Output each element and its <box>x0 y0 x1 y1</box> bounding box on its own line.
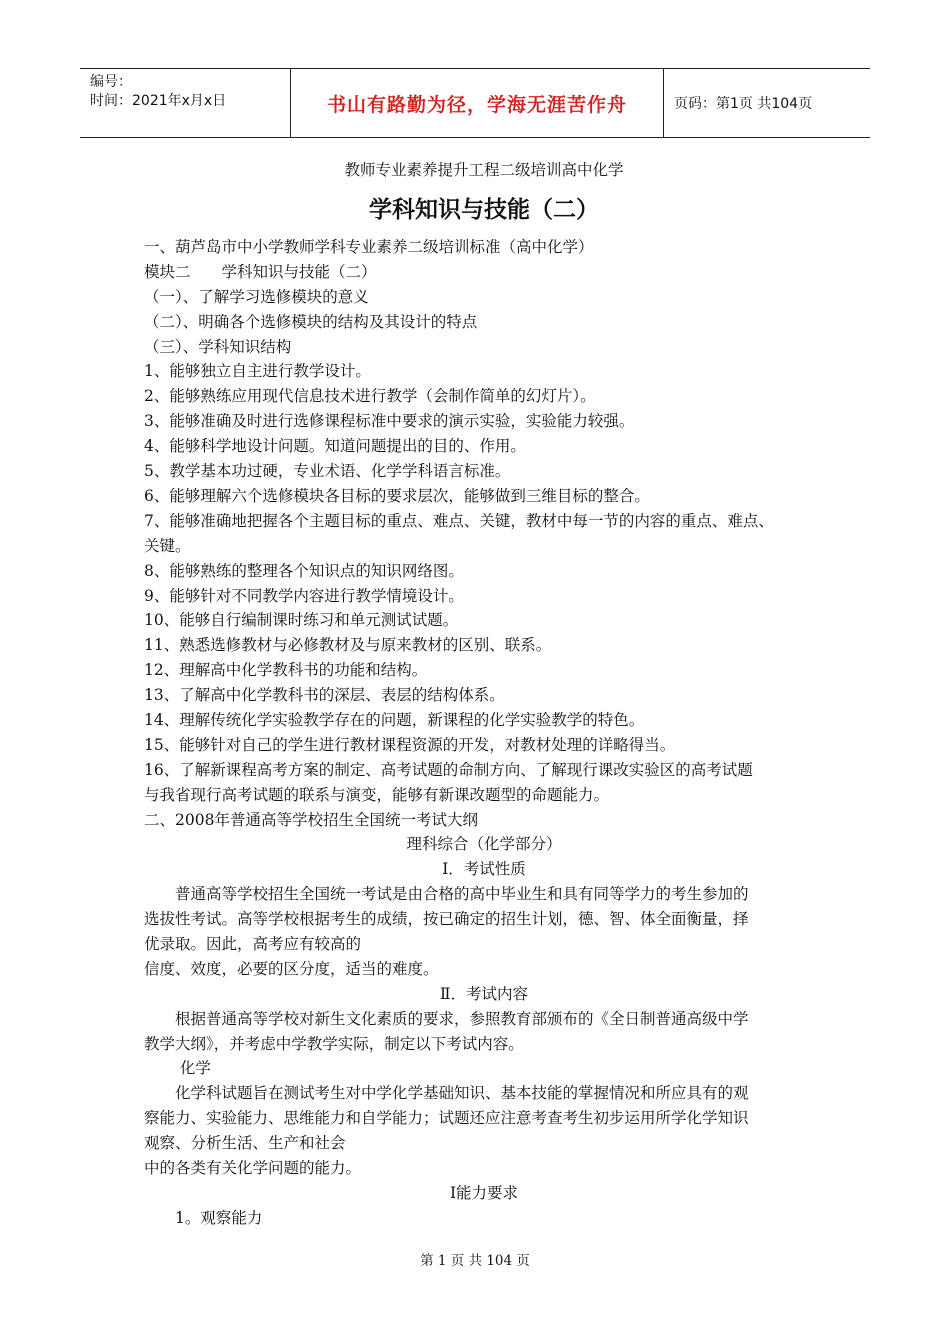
paragraph-line: 化学科试题旨在测试考生对中学化学基础知识、基本技能的掌握情况和所应具有的观 <box>144 1084 749 1102</box>
section-heading: 理科综合（化学部分） <box>406 835 562 853</box>
body-line: 8、能够熟练的整理各个知识点的知识网络图。 <box>144 562 464 580</box>
paragraph-line: 选拔性考试。高等学校根据考生的成绩，按已确定的招生计划，德、智、体全面衡量，择 <box>144 910 749 928</box>
body-line: 9、能够针对不同教学内容进行教学情境设计。 <box>144 587 464 605</box>
body-line: （一）、了解学习选修模块的意义 <box>144 288 369 306</box>
heading-ability: Ⅰ能力要求 <box>449 1184 519 1202</box>
body-line: 3、能够准确及时进行选修课程标准中要求的演示实验，实验能力较强。 <box>144 412 635 430</box>
header-page-info: 页码：第1页 共104页 <box>674 96 813 112</box>
paragraph-line: 察能力、实验能力、思维能力和自学能力；试题还应注意考查考生初步运用所学化学知识 <box>144 1109 749 1127</box>
heading-exam-content: Ⅱ．考试内容 <box>439 985 529 1003</box>
paragraph-line: 教学大纲》，并考虑中学教学实际，制定以下考试内容。 <box>144 1035 524 1053</box>
document-subtitle: 教师专业素养提升工程二级培训高中化学 <box>344 161 624 179</box>
body-line: 7、能够准确地把握各个主题目标的重点、难点、关键，教材中每一节的内容的重点、难点、 <box>144 512 774 530</box>
serial-label: 编号： <box>90 74 132 90</box>
list-item: 1。观察能力 <box>144 1209 263 1227</box>
paragraph-line: 信度、效度，必要的区分度，适当的难度。 <box>144 960 439 978</box>
paragraph-line: 观察、分析生活、生产和社会 <box>144 1134 346 1152</box>
heading-exam-nature: Ⅰ．考试性质 <box>442 860 526 878</box>
body-line: 1、能够独立自主进行教学设计。 <box>144 362 371 380</box>
body-line: 12、理解高中化学教科书的功能和结构。 <box>144 661 428 679</box>
body-line: 4、能够科学地设计问题。知道问题提出的目的、作用。 <box>144 437 526 455</box>
body-line: 关键。 <box>144 537 191 555</box>
body-line: 15、能够针对自己的学生进行教材课程资源的开发，对教材处理的详略得当。 <box>144 736 676 754</box>
header-motto: 书山有路勤为径，学海无涯苦作舟 <box>290 69 664 137</box>
body-line: 13、了解高中化学教科书的深层、表层的结构体系。 <box>144 686 505 704</box>
paragraph-line: 中的各类有关化学问题的能力。 <box>144 1159 362 1177</box>
body-line: （三）、学科知识结构 <box>144 338 292 356</box>
paragraph-line: 根据普通高等学校对新生文化素质的要求，参照教育部颁布的《全日制普通高级中学 <box>144 1010 749 1028</box>
body-line: 10、能够自行编制课时练习和单元测试试题。 <box>144 611 459 629</box>
body-line: 一、葫芦岛市中小学教师学科专业素养二级培训标准（高中化学） <box>144 238 594 256</box>
paragraph-line: 普通高等学校招生全国统一考试是由合格的高中毕业生和具有同等学力的考生参加的 <box>144 885 749 903</box>
body-line: （二）、明确各个选修模块的结构及其设计的特点 <box>144 313 478 331</box>
body-line: 5、教学基本功过硬，专业术语、化学学科语言标准。 <box>144 462 511 480</box>
document-title: 学科知识与技能（二） <box>369 197 599 223</box>
body-line: 16、了解新课程高考方案的制定、高考试题的命制方向、了解现行课改实验区的高考试题 <box>144 761 753 779</box>
body-line: 14、理解传统化学实验教学存在的问题，新课程的化学实验教学的特色。 <box>144 711 645 729</box>
date-label: 时间：2021年x月x日 <box>90 93 227 109</box>
body-line: 2、能够熟练应用现代信息技术进行教学（会制作简单的幻灯片）。 <box>144 387 596 405</box>
document-header <box>80 68 870 138</box>
body-line: 与我省现行高考试题的联系与演变，能够有新课改题型的命题能力。 <box>144 786 610 804</box>
body-line: 二、2008年普通高等学校招生全国统一考试大纲 <box>144 811 478 829</box>
paragraph-line: 化学 <box>144 1059 211 1077</box>
body-line: 模块二 学科知识与技能（二） <box>144 263 377 281</box>
header-meta <box>80 69 290 137</box>
paragraph-line: 优录取。因此，高考应有较高的 <box>144 935 362 953</box>
body-line: 6、能够理解六个选修模块各目标的要求层次，能够做到三维目标的整合。 <box>144 487 650 505</box>
page-footer: 第 1 页 共 104 页 <box>420 1253 530 1269</box>
body-line: 11、熟悉选修教材与必修教材及与原来教材的区别、联系。 <box>144 636 552 654</box>
